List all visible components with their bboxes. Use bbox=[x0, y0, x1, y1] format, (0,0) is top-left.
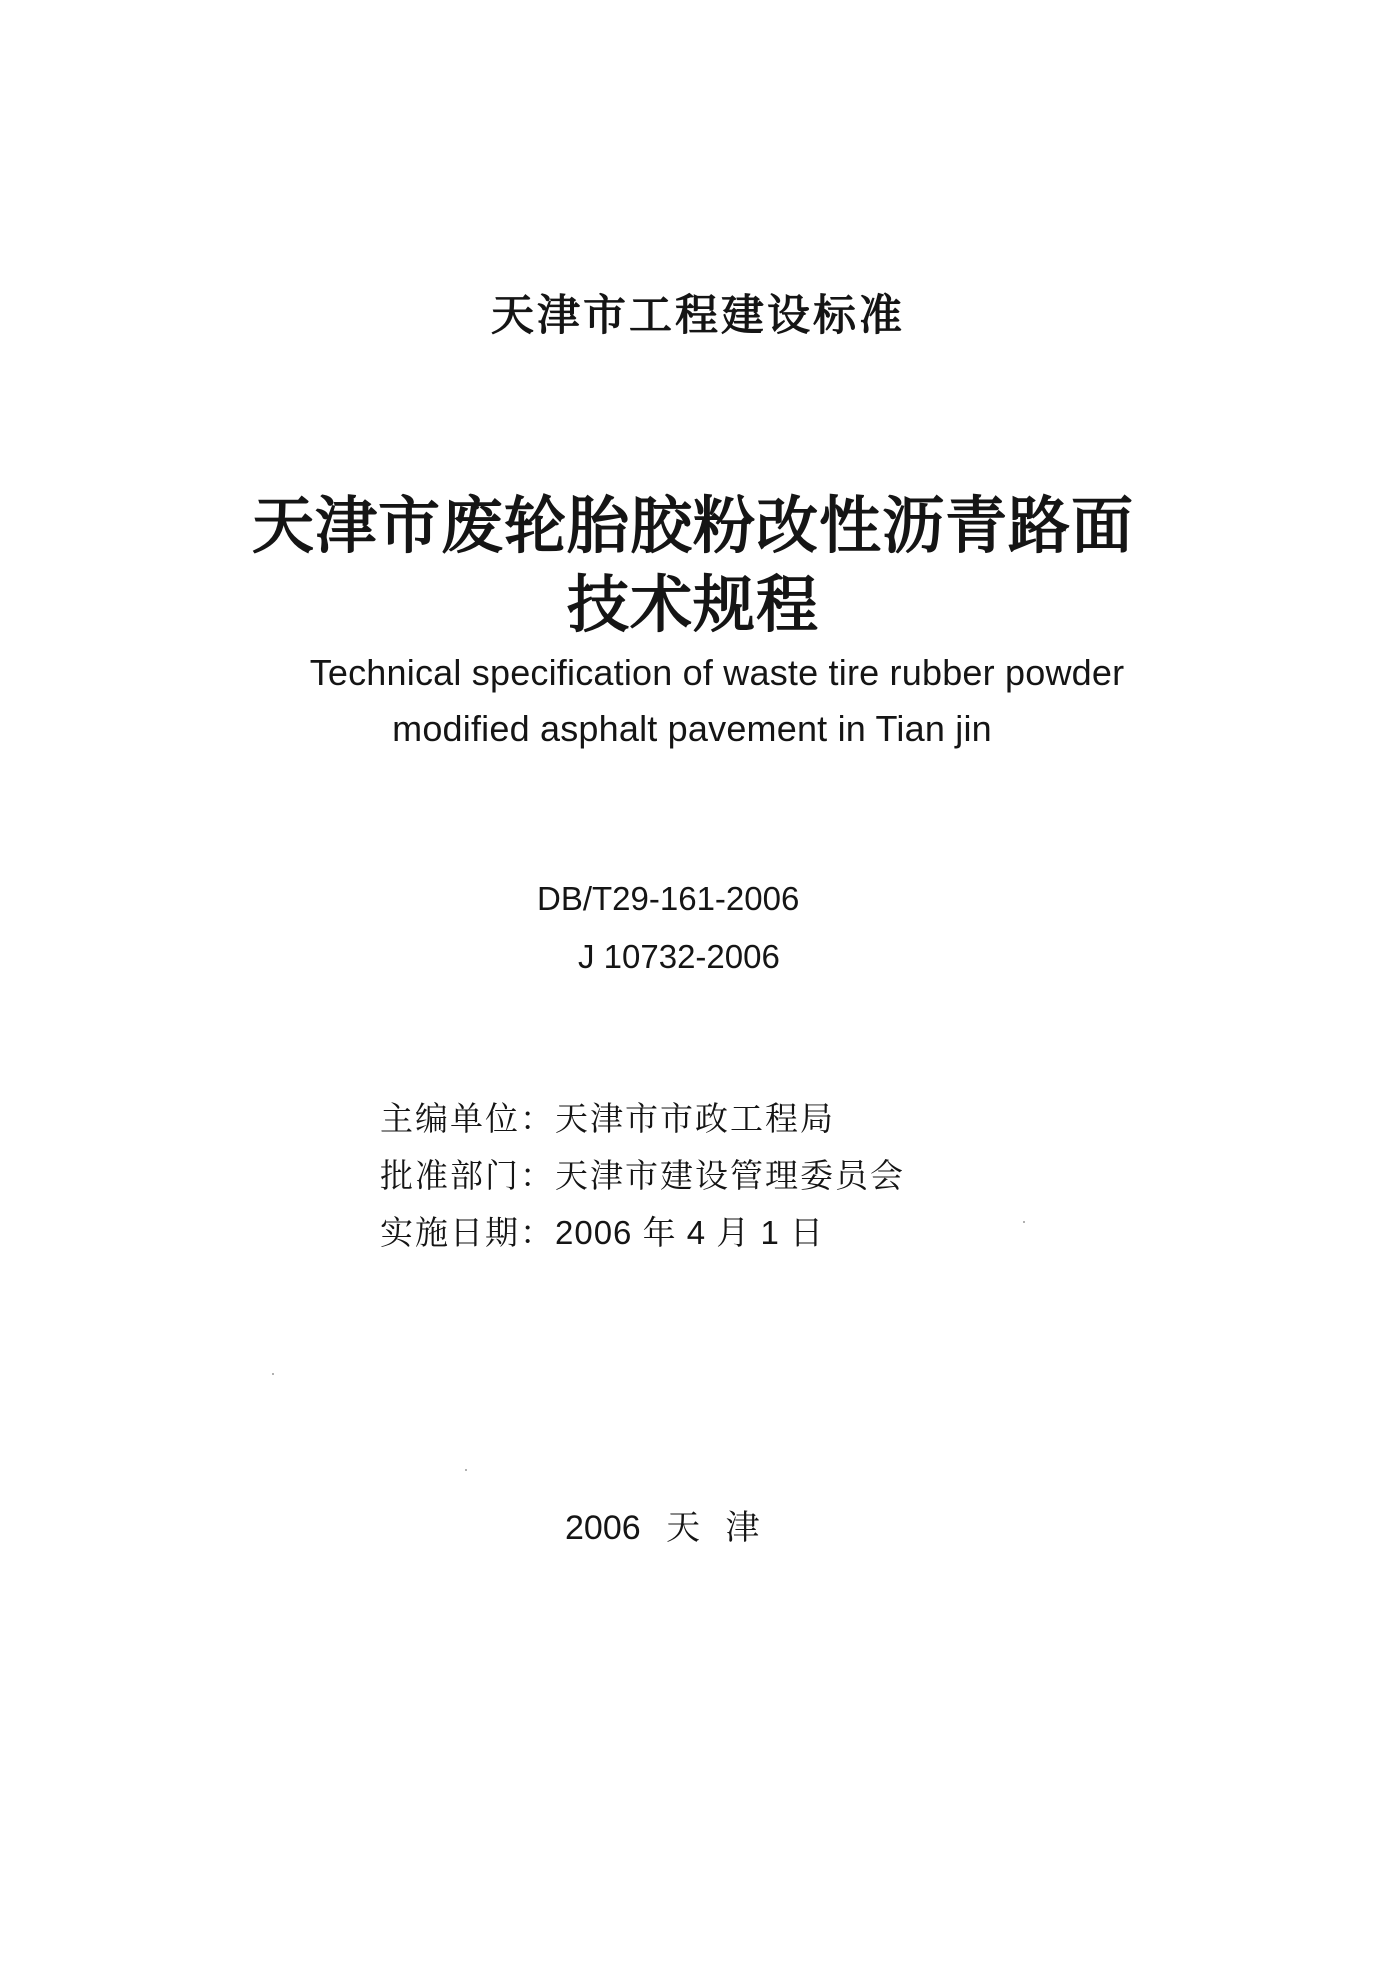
info-label-approver: 批准部门： bbox=[380, 1156, 555, 1195]
info-row-effective-date bbox=[380, 1204, 905, 1261]
chinese-title-line-1: 天津市废轮胎胶粉改性沥青路面 bbox=[251, 489, 1134, 562]
chinese-title-line-2: 技术规程 bbox=[566, 568, 819, 641]
info-value-approver: 天津市建设管理委员会 bbox=[555, 1156, 905, 1195]
english-title-line-2: modified asphalt pavement in Tian jin bbox=[392, 708, 992, 749]
info-row-editor bbox=[380, 1090, 905, 1147]
scan-speck bbox=[272, 1373, 274, 1375]
info-label-effective-date: 实施日期： bbox=[380, 1213, 555, 1252]
english-title-line-1: Technical specification of waste tire rubber powder bbox=[309, 652, 1125, 693]
publication-info bbox=[380, 1090, 905, 1261]
info-value-editor: 天津市市政工程局 bbox=[555, 1099, 835, 1138]
scan-speck bbox=[1023, 1221, 1025, 1223]
info-row-approver bbox=[380, 1147, 905, 1204]
standard-series-heading: 天津市工程建设标准 bbox=[491, 291, 905, 341]
info-value-effective-date: 2006 年 4 月 1 日 bbox=[555, 1214, 824, 1251]
scan-speck bbox=[465, 1469, 467, 1471]
standard-code: DB/T29-161-2006 bbox=[537, 880, 800, 917]
imprint-footer: 2006 天 津 bbox=[565, 1509, 760, 1547]
info-label-editor: 主编单位： bbox=[380, 1099, 555, 1138]
record-number: J 10732-2006 bbox=[578, 938, 780, 975]
